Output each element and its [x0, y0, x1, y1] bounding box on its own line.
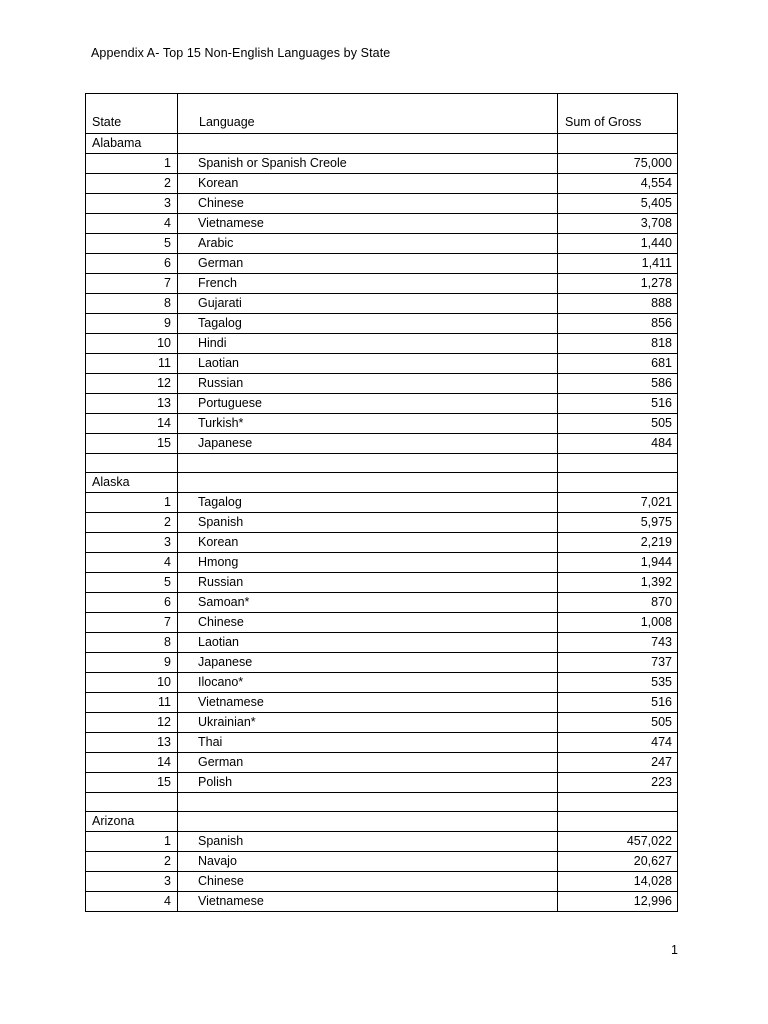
- state-name: Arizona: [86, 812, 178, 832]
- language-cell: French: [178, 274, 558, 294]
- language-cell: Spanish or Spanish Creole: [178, 154, 558, 174]
- empty-cell: [178, 812, 558, 832]
- gross-cell: 1,278: [558, 274, 678, 294]
- language-cell: German: [178, 753, 558, 773]
- empty-cell: [558, 793, 678, 812]
- empty-cell: [86, 793, 178, 812]
- state-row: [86, 473, 678, 493]
- language-cell: Vietnamese: [178, 892, 558, 912]
- gross-cell: 535: [558, 673, 678, 693]
- language-cell: Gujarati: [178, 294, 558, 314]
- gross-cell: 586: [558, 374, 678, 394]
- empty-cell: [558, 473, 678, 493]
- language-cell: Tagalog: [178, 493, 558, 513]
- gross-cell: 14,028: [558, 872, 678, 892]
- rank-cell: 12: [86, 374, 178, 394]
- language-cell: Turkish*: [178, 414, 558, 434]
- language-cell: Spanish: [178, 832, 558, 852]
- page-number: 1: [671, 943, 678, 957]
- rank-cell: 11: [86, 354, 178, 374]
- table-row: [86, 613, 678, 633]
- language-cell: Laotian: [178, 354, 558, 374]
- table-row: [86, 832, 678, 852]
- language-cell: Vietnamese: [178, 693, 558, 713]
- gross-cell: 1,440: [558, 234, 678, 254]
- gross-cell: 888: [558, 294, 678, 314]
- table-row: [86, 234, 678, 254]
- language-cell: Spanish: [178, 513, 558, 533]
- rank-cell: 15: [86, 434, 178, 454]
- gross-cell: 2,219: [558, 533, 678, 553]
- gross-cell: 4,554: [558, 174, 678, 194]
- table-row: [86, 892, 678, 912]
- state-name: Alaska: [86, 473, 178, 493]
- rank-cell: 5: [86, 573, 178, 593]
- gross-cell: 1,008: [558, 613, 678, 633]
- gross-cell: 1,392: [558, 573, 678, 593]
- rank-cell: 9: [86, 314, 178, 334]
- gross-cell: 818: [558, 334, 678, 354]
- gross-cell: 474: [558, 733, 678, 753]
- rank-cell: 10: [86, 673, 178, 693]
- table-row: [86, 174, 678, 194]
- language-cell: Laotian: [178, 633, 558, 653]
- state-row: [86, 812, 678, 832]
- language-cell: Chinese: [178, 872, 558, 892]
- table-row: [86, 274, 678, 294]
- empty-cell: [86, 454, 178, 473]
- gross-cell: 247: [558, 753, 678, 773]
- empty-cell: [178, 454, 558, 473]
- rank-cell: 2: [86, 513, 178, 533]
- column-header-language: Language: [178, 94, 558, 134]
- language-cell: Ukrainian*: [178, 713, 558, 733]
- table-row: [86, 354, 678, 374]
- empty-cell: [178, 134, 558, 154]
- gross-cell: 743: [558, 633, 678, 653]
- gross-cell: 516: [558, 394, 678, 414]
- language-cell: Polish: [178, 773, 558, 793]
- spacer-row: [86, 454, 678, 473]
- empty-cell: [558, 812, 678, 832]
- gross-cell: 1,411: [558, 254, 678, 274]
- language-cell: Russian: [178, 374, 558, 394]
- language-cell: Tagalog: [178, 314, 558, 334]
- table-row: [86, 633, 678, 653]
- rank-cell: 15: [86, 773, 178, 793]
- state-name: Alabama: [86, 134, 178, 154]
- language-cell: Hmong: [178, 553, 558, 573]
- gross-cell: 75,000: [558, 154, 678, 174]
- language-cell: Korean: [178, 533, 558, 553]
- language-cell: Samoan*: [178, 593, 558, 613]
- table-row: [86, 493, 678, 513]
- table-row: [86, 573, 678, 593]
- table-row: [86, 653, 678, 673]
- gross-cell: 5,405: [558, 194, 678, 214]
- rank-cell: 8: [86, 633, 178, 653]
- gross-cell: 856: [558, 314, 678, 334]
- table-row: [86, 593, 678, 613]
- rank-cell: 7: [86, 613, 178, 633]
- table-row: [86, 773, 678, 793]
- table-row: [86, 254, 678, 274]
- language-cell: Chinese: [178, 613, 558, 633]
- gross-cell: 3,708: [558, 214, 678, 234]
- table-row: [86, 872, 678, 892]
- gross-cell: 484: [558, 434, 678, 454]
- rank-cell: 1: [86, 832, 178, 852]
- language-cell: Ilocano*: [178, 673, 558, 693]
- rank-cell: 3: [86, 872, 178, 892]
- table-row: [86, 753, 678, 773]
- language-cell: Vietnamese: [178, 214, 558, 234]
- rank-cell: 6: [86, 593, 178, 613]
- gross-cell: 681: [558, 354, 678, 374]
- rank-cell: 12: [86, 713, 178, 733]
- languages-table: [85, 93, 678, 912]
- rank-cell: 10: [86, 334, 178, 354]
- table-row: [86, 533, 678, 553]
- empty-cell: [178, 793, 558, 812]
- table-row: [86, 693, 678, 713]
- language-cell: Japanese: [178, 434, 558, 454]
- table-row: [86, 852, 678, 872]
- rank-cell: 14: [86, 414, 178, 434]
- empty-cell: [178, 473, 558, 493]
- page-title: Appendix A- Top 15 Non-English Languages by State: [91, 46, 391, 60]
- language-cell: Hindi: [178, 334, 558, 354]
- gross-cell: 20,627: [558, 852, 678, 872]
- table-row: [86, 334, 678, 354]
- table-row: [86, 214, 678, 234]
- table-row: [86, 154, 678, 174]
- gross-cell: 457,022: [558, 832, 678, 852]
- language-cell: Japanese: [178, 653, 558, 673]
- table-row: [86, 713, 678, 733]
- empty-cell: [558, 454, 678, 473]
- language-cell: Russian: [178, 573, 558, 593]
- gross-cell: 1,944: [558, 553, 678, 573]
- table-row: [86, 374, 678, 394]
- gross-cell: 737: [558, 653, 678, 673]
- table-row: [86, 294, 678, 314]
- rank-cell: 14: [86, 753, 178, 773]
- empty-cell: [558, 134, 678, 154]
- table-row: [86, 434, 678, 454]
- gross-cell: 5,975: [558, 513, 678, 533]
- table-row: [86, 194, 678, 214]
- gross-cell: 516: [558, 693, 678, 713]
- language-cell: Korean: [178, 174, 558, 194]
- spacer-row: [86, 793, 678, 812]
- gross-cell: 870: [558, 593, 678, 613]
- rank-cell: 4: [86, 553, 178, 573]
- rank-cell: 2: [86, 852, 178, 872]
- rank-cell: 3: [86, 194, 178, 214]
- rank-cell: 3: [86, 533, 178, 553]
- rank-cell: 5: [86, 234, 178, 254]
- rank-cell: 1: [86, 154, 178, 174]
- rank-cell: 8: [86, 294, 178, 314]
- table-row: [86, 314, 678, 334]
- gross-cell: 505: [558, 414, 678, 434]
- rank-cell: 4: [86, 892, 178, 912]
- rank-cell: 2: [86, 174, 178, 194]
- table-row: [86, 394, 678, 414]
- table-row: [86, 733, 678, 753]
- rank-cell: 13: [86, 733, 178, 753]
- table-row: [86, 414, 678, 434]
- language-cell: Chinese: [178, 194, 558, 214]
- language-cell: Portuguese: [178, 394, 558, 414]
- rank-cell: 9: [86, 653, 178, 673]
- language-cell: Arabic: [178, 234, 558, 254]
- gross-cell: 223: [558, 773, 678, 793]
- table-row: [86, 553, 678, 573]
- rank-cell: 4: [86, 214, 178, 234]
- gross-cell: 12,996: [558, 892, 678, 912]
- rank-cell: 6: [86, 254, 178, 274]
- rank-cell: 1: [86, 493, 178, 513]
- rank-cell: 7: [86, 274, 178, 294]
- table-row: [86, 673, 678, 693]
- table-row: [86, 513, 678, 533]
- table-header-row: [86, 94, 678, 134]
- rank-cell: 13: [86, 394, 178, 414]
- gross-cell: 7,021: [558, 493, 678, 513]
- column-header-gross: Sum of Gross: [558, 94, 678, 134]
- language-cell: Thai: [178, 733, 558, 753]
- language-cell: Navajo: [178, 852, 558, 872]
- state-row: [86, 134, 678, 154]
- gross-cell: 505: [558, 713, 678, 733]
- column-header-state: State: [86, 94, 178, 134]
- language-cell: German: [178, 254, 558, 274]
- rank-cell: 11: [86, 693, 178, 713]
